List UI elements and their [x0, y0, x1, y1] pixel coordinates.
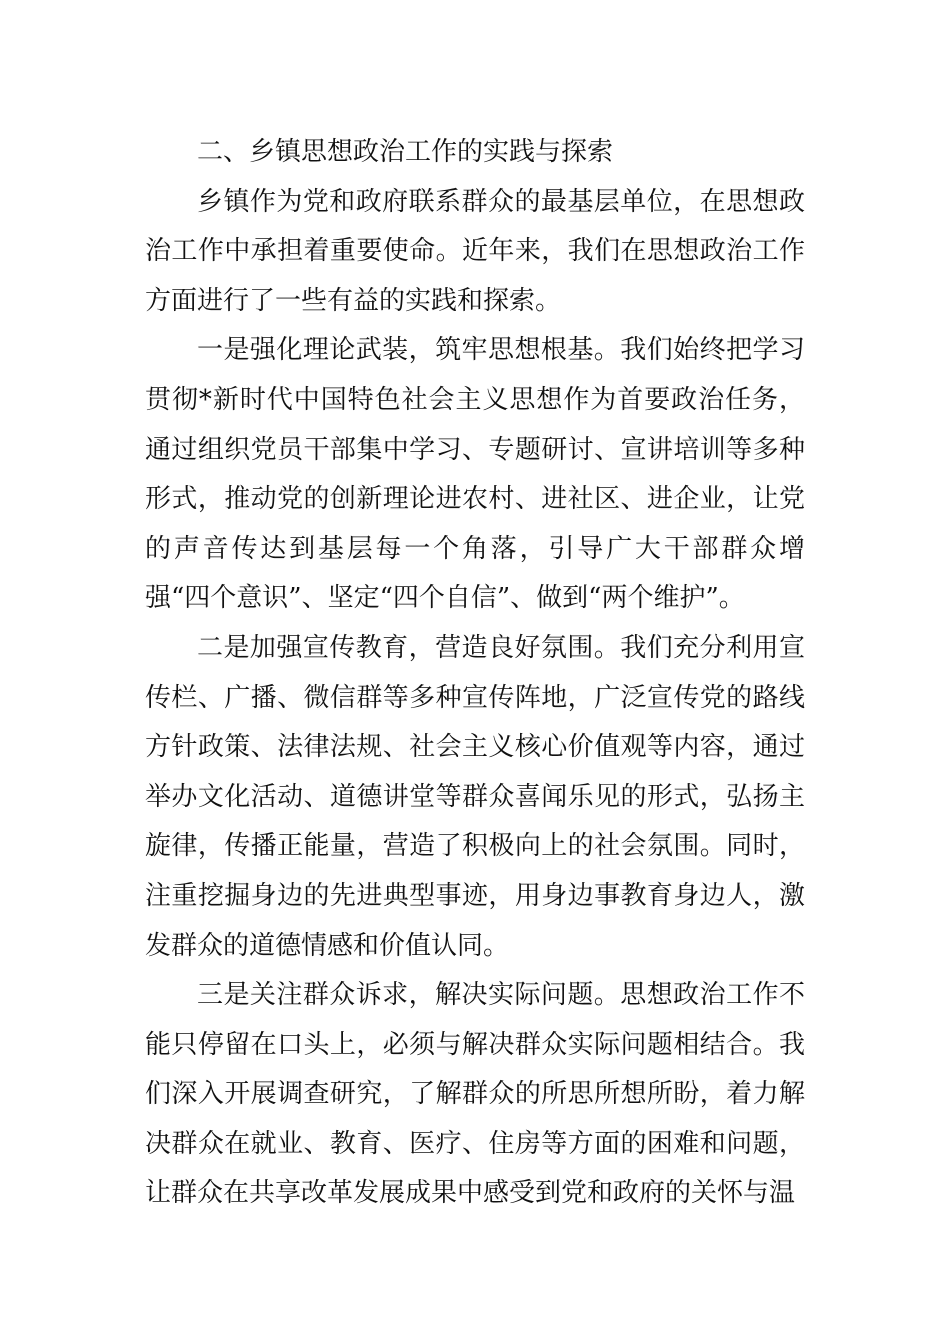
paragraph-point-two: 二是加强宣传教育，营造良好氛围。我们充分利用宣传栏、广播、微信群等多种宣传阵地，广泛宣传党的路线方针政策、法律法规、社会主义核心价值观等内容，通过举办文化活动、道德讲堂等群众喜闻乐见的形式，弘扬主旋律，传播正能量，营造了积极向上的社会氛围。同时，注重挖掘身边的先进典型事迹，用身边事教育身边人，激发群众的道德情感和价值认同。	[145, 632, 805, 961]
paragraph-point-one: 一是强化理论武装，筑牢思想根基。我们始终把学习贯彻*新时代中国特色社会主义思想作为首要政治任务，通过组织党员干部集中学习、专题研讨、宣讲培训等多种形式，推动党的创新理论进农村、进社区、进企业，让党的声音传达到基层每一个角落，引导广大干部群众增强“四个意识”、坚定“四个自信”、做到“两个维护”。	[145, 335, 805, 614]
document-body	[145, 128, 805, 1219]
paragraph-intro: 乡镇作为党和政府联系群众的最基层单位，在思想政治工作中承担着重要使命。近年来，我们在思想政治工作方面进行了一些有益的实践和探索。	[145, 186, 805, 316]
paragraph-point-three: 三是关注群众诉求，解决实际问题。思想政治工作不能只停留在口头上，必须与解决群众实际问题相结合。我们深入开展调查研究，了解群众的所思所想所盼，着力解决群众在就业、教育、医疗、住房等方面的困难和问题，让群众在共享改革发展成果中感受到党和政府的关怀与温	[145, 980, 805, 1209]
section-heading: 二、乡镇思想政治工作的实践与探索	[197, 137, 614, 167]
